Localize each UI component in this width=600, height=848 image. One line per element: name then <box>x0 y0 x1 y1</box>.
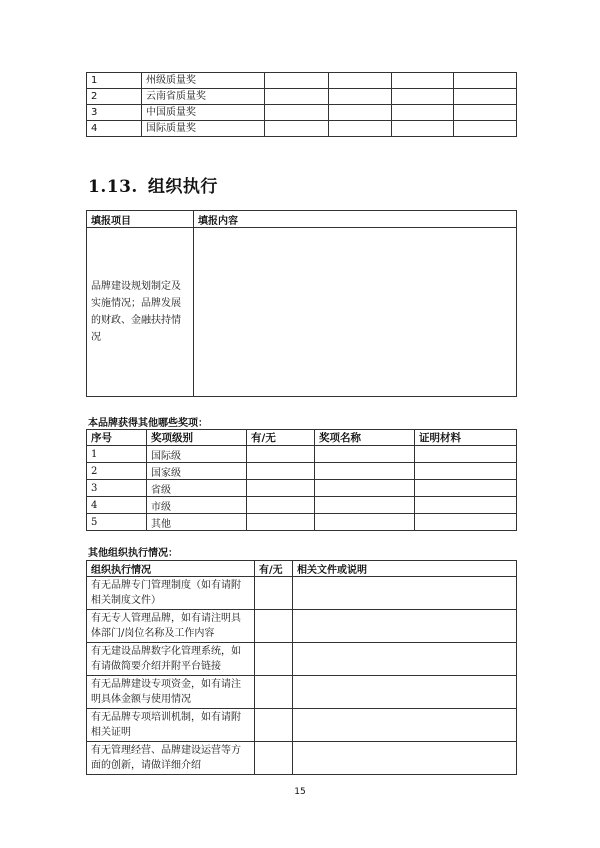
column-header: 填报内容 <box>194 211 517 228</box>
section-title: 组织执行 <box>147 177 218 197</box>
empty-cell[interactable] <box>247 514 315 531</box>
table-row <box>87 514 517 531</box>
column-header: 有/无 <box>255 561 293 577</box>
row-number: 3 <box>87 105 142 121</box>
empty-cell[interactable] <box>247 480 315 497</box>
table-row <box>87 577 517 610</box>
row-number: 1 <box>87 446 147 463</box>
award-name: 州级质量奖 <box>142 73 265 89</box>
empty-cell[interactable] <box>415 514 517 531</box>
table-row <box>87 463 517 480</box>
row-number: 2 <box>87 89 142 105</box>
execution-item: 有无专人管理品牌，如有请注明具体部门/岗位名称及工作内容 <box>87 610 255 643</box>
other-execution-table <box>86 560 517 775</box>
empty-cell[interactable] <box>454 89 517 105</box>
awards-caption: 本品牌获得其他哪些奖项： <box>88 418 208 429</box>
empty-cell[interactable] <box>265 89 329 105</box>
empty-cell[interactable] <box>415 463 517 480</box>
table-row <box>87 742 517 775</box>
organization-execution-table <box>86 210 517 397</box>
table-row <box>87 497 517 514</box>
explanation-cell[interactable] <box>293 709 517 742</box>
section-number: 1.13. <box>88 177 138 197</box>
item-label: 品牌建设规划制定及实施情况；品牌发展的财政、金融扶持情况 <box>87 228 194 397</box>
empty-cell[interactable] <box>415 497 517 514</box>
column-header: 证明材料 <box>415 430 517 446</box>
award-name: 国际质量奖 <box>142 121 265 137</box>
empty-cell[interactable] <box>315 463 415 480</box>
award-level: 省级 <box>147 480 247 497</box>
empty-cell[interactable] <box>415 446 517 463</box>
yes-no-cell[interactable] <box>255 610 293 643</box>
table-row <box>87 121 517 137</box>
execution-item: 有无建设品牌数字化管理系统，如有请做简要介绍并附平台链接 <box>87 643 255 676</box>
content-input-cell[interactable] <box>194 228 517 397</box>
execution-item: 有无品牌专门管理制度（如有请附相关制度文件） <box>87 577 255 610</box>
award-name: 云南省质量奖 <box>142 89 265 105</box>
table-row <box>87 610 517 643</box>
empty-cell[interactable] <box>247 446 315 463</box>
table-row <box>87 643 517 676</box>
yes-no-cell[interactable] <box>255 676 293 709</box>
empty-cell[interactable] <box>392 73 454 89</box>
column-header: 相关文件或说明 <box>293 561 517 577</box>
row-number: 2 <box>87 463 147 480</box>
empty-cell[interactable] <box>315 446 415 463</box>
page-number: 15 <box>294 787 306 797</box>
other-execution-caption: 其他组织执行情况： <box>88 548 178 559</box>
table-row <box>87 676 517 709</box>
empty-cell[interactable] <box>265 73 329 89</box>
explanation-cell[interactable] <box>293 742 517 775</box>
execution-item: 有无品牌专项培训机制，如有请附相关证明 <box>87 709 255 742</box>
column-header: 有/无 <box>247 430 315 446</box>
row-number: 4 <box>87 121 142 137</box>
empty-cell[interactable] <box>315 480 415 497</box>
execution-item: 有无品牌建设专项资金，如有请注明具体金额与使用情况 <box>87 676 255 709</box>
empty-cell[interactable] <box>265 105 329 121</box>
table-row <box>87 446 517 463</box>
section-heading <box>88 172 218 197</box>
empty-cell[interactable] <box>454 121 517 137</box>
awards-table <box>86 429 517 531</box>
row-number: 4 <box>87 497 147 514</box>
empty-cell[interactable] <box>329 121 392 137</box>
explanation-cell[interactable] <box>293 643 517 676</box>
column-header: 奖项名称 <box>315 430 415 446</box>
empty-cell[interactable] <box>392 89 454 105</box>
yes-no-cell[interactable] <box>255 577 293 610</box>
explanation-cell[interactable] <box>293 676 517 709</box>
table-row <box>87 89 517 105</box>
column-header: 组织执行情况 <box>87 561 255 577</box>
row-number: 5 <box>87 514 147 531</box>
header-row <box>87 430 517 446</box>
row-number: 3 <box>87 480 147 497</box>
quality-award-table <box>86 72 517 137</box>
empty-cell[interactable] <box>315 514 415 531</box>
award-name: 中国质量奖 <box>142 105 265 121</box>
empty-cell[interactable] <box>454 73 517 89</box>
award-level: 国际级 <box>147 446 247 463</box>
column-header: 奖项级别 <box>147 430 247 446</box>
empty-cell[interactable] <box>454 105 517 121</box>
column-header: 填报项目 <box>87 211 194 228</box>
empty-cell[interactable] <box>392 121 454 137</box>
yes-no-cell[interactable] <box>255 643 293 676</box>
table-row <box>87 73 517 89</box>
award-level: 其他 <box>147 514 247 531</box>
explanation-cell[interactable] <box>293 577 517 610</box>
row-number: 1 <box>87 73 142 89</box>
yes-no-cell[interactable] <box>255 709 293 742</box>
empty-cell[interactable] <box>329 73 392 89</box>
table-row <box>87 480 517 497</box>
award-level: 国家级 <box>147 463 247 480</box>
empty-cell[interactable] <box>415 480 517 497</box>
header-row <box>87 561 517 577</box>
empty-cell[interactable] <box>329 105 392 121</box>
empty-cell[interactable] <box>315 497 415 514</box>
column-header: 序号 <box>87 430 147 446</box>
header-row <box>87 211 517 228</box>
explanation-cell[interactable] <box>293 610 517 643</box>
empty-cell[interactable] <box>247 497 315 514</box>
yes-no-cell[interactable] <box>255 742 293 775</box>
empty-cell[interactable] <box>392 105 454 121</box>
empty-cell[interactable] <box>247 463 315 480</box>
table-row <box>87 105 517 121</box>
table-row <box>87 228 517 397</box>
execution-item: 有无管理经营、品牌建设运营等方面的创新，请做详细介绍 <box>87 742 255 775</box>
award-level: 市级 <box>147 497 247 514</box>
empty-cell[interactable] <box>265 121 329 137</box>
table-row <box>87 709 517 742</box>
empty-cell[interactable] <box>329 89 392 105</box>
